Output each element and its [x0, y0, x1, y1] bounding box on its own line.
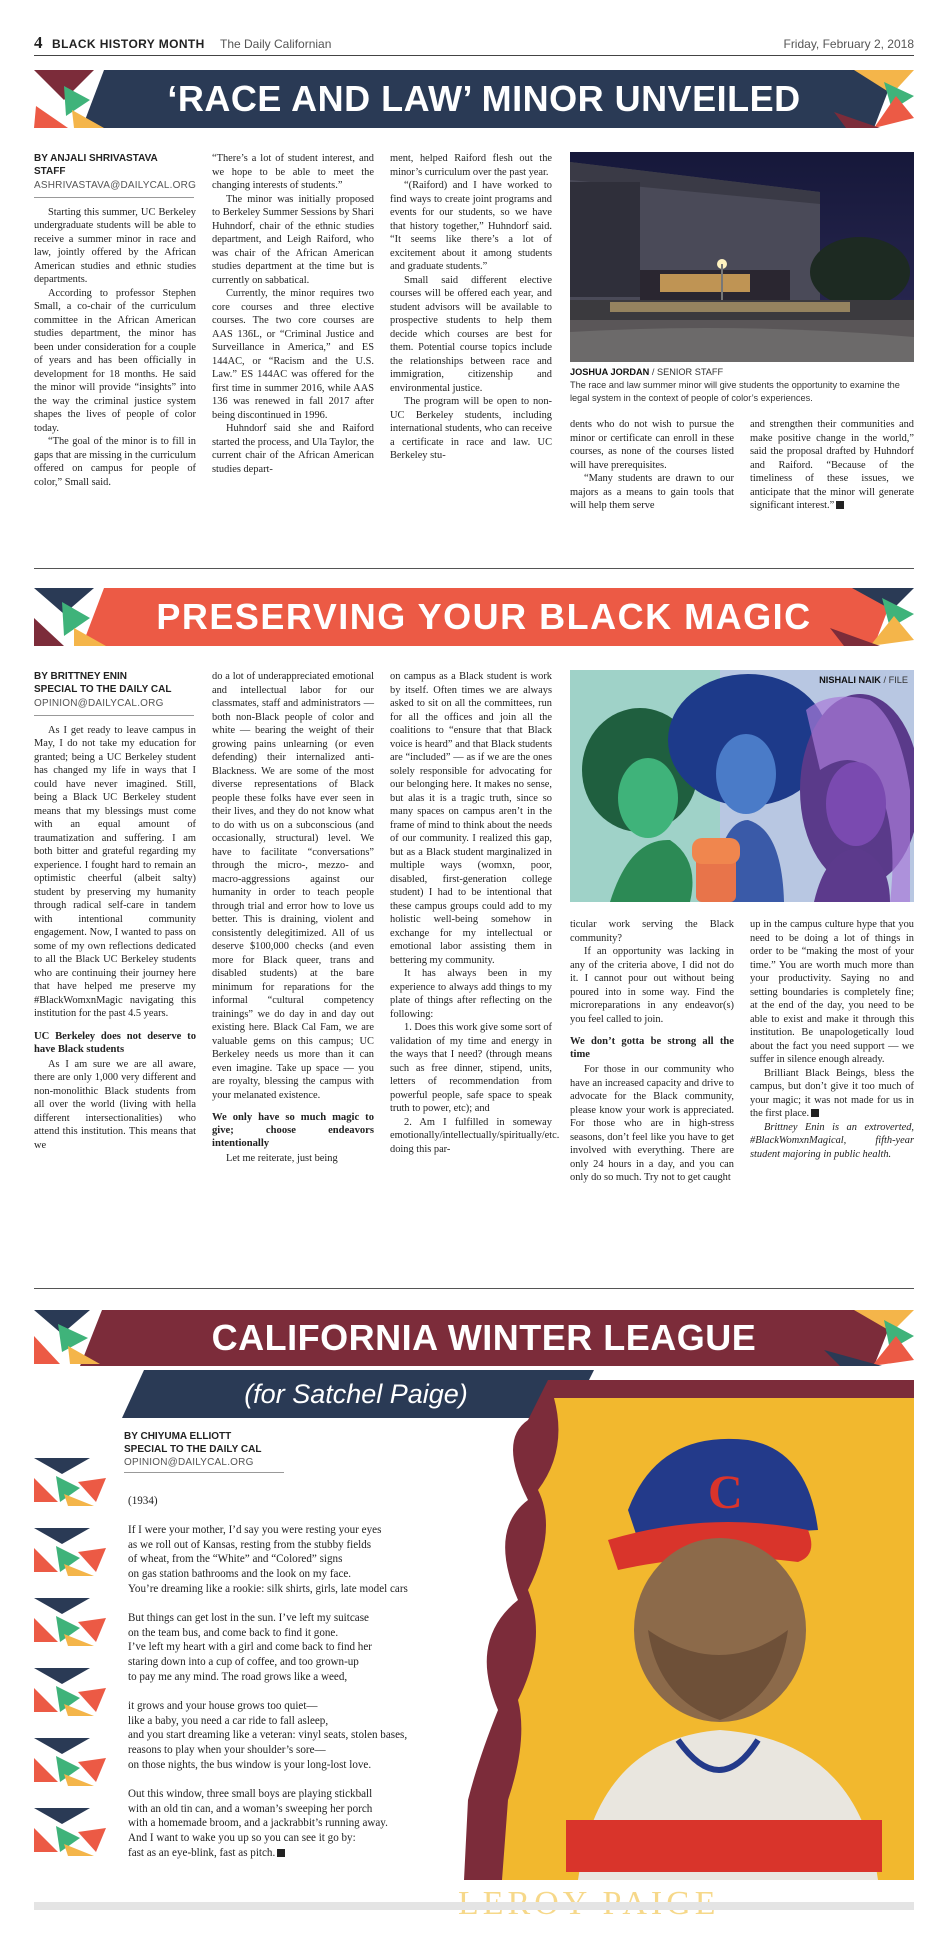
section-divider-1 — [34, 568, 914, 569]
caption-text: The race and law summer minor will give students the opportunity to examine the legal system in the context of people of color’s experiences. — [570, 380, 900, 403]
article3-email: OPINION@DAILYCAL.ORG — [124, 1457, 254, 1468]
paragraph: Brilliant Black Beings, bless the campus, but don’t give it too much of your magic; it was not made for us in the first place. — [750, 1067, 914, 1119]
article1-col2 — [212, 152, 374, 476]
photo-credit-role: / SENIOR STAFF — [649, 367, 724, 377]
subhead: UC Berkeley does not deserve to have Black students — [34, 1030, 196, 1055]
building-photo-image — [570, 152, 914, 362]
subhead: We only have so much magic to give; choose endeavors intentionally — [212, 1112, 374, 1149]
baseball-card-illustration — [458, 1380, 914, 1880]
paragraph: do a lot of underappreciated emotional and intellectual labor for our classmates, staff and administrators — both non-Black people of color and white — bearing the weight of their growing pains unlearning (or even defending) their internalized anti-Blackness. We are some of the most diverse representations of Black people these folks have ever seen in their lives, and they do not know what to do with us on a subconscious (and occasionally, structural) level. We have to facilitate “conversations” through the micro-, mezzo- and macro-aggressions against our humanity in order to teach people through trial and error how to love us better. This is draining, violent and consistently delegitimized. All of us deserve $100,000 checks (and even more for Black queer, trans and disabled students) at the bare minimum for reparations for the informal “cultural competency trainings” we do day in and day out existing here. Black Cal Fam, we are valuable gems on this campus; UC Berkeley needs us more than it can even imagine. Take up space — you are royalty, blessing the campus with your melanated existence. — [212, 671, 374, 1101]
paragraph: up in the campus culture hype that you need to be doing a lot of things in order to be “making the most of your time.” You are worth much more than your productivity. Saying no and setting boundaries is completely fine; at the end of the day, you need to be able to exist and make it through this institution. Be unapologetically loud about the fact you need support — we suffer in silence enough already. — [750, 919, 914, 1065]
photo-caption-1 — [570, 366, 914, 405]
poem — [128, 1494, 458, 1875]
headline-2: PRESERVING YOUR BLACK MAGIC — [156, 596, 812, 637]
article1-email: ASHRIVASTAVA@DAILYCAL.ORG — [34, 180, 197, 191]
paragraph: “(Raiford) and I have worked to find ways to create joint programs and events for our students, so we have that history together,” Huhndorf said. “It seems like there’s a lot of excitement about it among students and graduate students.” — [390, 180, 552, 272]
article1-col3 — [390, 152, 552, 463]
headline-3: CALIFORNIA WINTER LEAGUE — [211, 1317, 757, 1358]
author-signature: Brittney Enin is an extroverted, #BlackWomxnMagical, fifth-year student majoring in public health. — [750, 1121, 914, 1160]
paragraph: The minor was initially proposed to Berkeley Summer Sessions by Shari Huhndorf, chair of the ethnic studies department, and Leigh Raiford, who was chair of the African American studies department at the time but is currently on sabbatical. — [212, 193, 374, 286]
headline-banner-2 — [34, 584, 914, 650]
issue-date: Friday, February 2, 2018 — [783, 37, 914, 51]
left-triangle-column-icon — [34, 1458, 108, 1878]
building-photo — [570, 152, 914, 362]
article2-col3 — [390, 670, 560, 1156]
paragraph: Let me reiterate, just being — [226, 1153, 338, 1164]
paragraph: “Many students are drawn to our majors as a means to gain tools that will help them serve — [570, 473, 734, 511]
paragraph: ment, helped Raiford flesh out the minor’s curriculum over the past year. — [390, 153, 552, 178]
stanza-1: If I were your mother, I’d say you were resting your eyes as we roll out of Kansas, resting from the stubby fields of wheat, from the “White” and “Colored” signs on gas station bathrooms and the look on my face. You’re dreaming like a rookie: silk shirts, girls, late model cars — [128, 1523, 408, 1595]
women-illustration-image — [570, 670, 914, 902]
poem-year: (1934) — [128, 1495, 158, 1507]
paragraph: It has always been in my experience to always add things to my plate of things after reflecting on the following: — [390, 968, 552, 1020]
photo-credit-name: JOSHUA JORDAN — [570, 367, 650, 377]
paragraph: and strengthen their communities and make positive change in the world,” said the proposal drafted by Huhndorf and Raiford. “Because of the timeliness of these issues, we anticipate that the minor will generate significant interest.” — [750, 419, 914, 511]
article2-col1 — [34, 670, 196, 1152]
stanza-3: it grows and your house grows too quiet— like a baby, you need a car ride to fall asleep, and you start dreaming like a veteran: vinyl seats, stolen bases, reasons to play when your shoulder’s sore— on those nights, the bus window is your long-lost love. — [128, 1699, 408, 1771]
running-header — [34, 33, 914, 56]
article1-col5 — [750, 418, 914, 513]
article1-byline: BY ANJALI SHRIVASTAVA STAFF — [34, 153, 158, 177]
headline-1: ‘RACE AND LAW’ MINOR UNVEILED — [167, 78, 801, 119]
illustration-photo — [570, 670, 914, 902]
card-name — [458, 1885, 774, 1937]
baseball-card-image — [458, 1380, 914, 1880]
stanza-2: But things can get lost in the sun. I’ve left my suitcase on the team bus, and come back to find it gone. I’ve left my heart with a girl and come back to find her staring down into a cup of coffee, and too grown-up to pay me any mind. The road grows like a weed, — [128, 1611, 372, 1683]
paragraph: “The goal of the minor is to fill in gaps that are missing in the curriculum offered on campus for people of color,” Small said. — [34, 436, 196, 488]
publication-name: The Daily Californian — [220, 37, 332, 51]
paragraph: on campus as a Black student is work by itself. Often times we are always asked to sit on all the committees, run for all the offices and join all the coalitions to “ensure that that Black voice is heard” and that Black students are “included” — as if we are the ones solely responsible for advocating for our belonging here. It makes no sense, but alas it is a tragic truth, since so many spaces on campus aren’t in the frame of mind to think about the needs of our community. I realized this gap, but as a Black student marginalized in multiple ways (womxn, poor, disabled, first-generation college student) I had to be intentional that these campus groups could add to my holistic well-being somehow in exchange for my intellectual or emotional labor assisting them in bettering my community. — [390, 671, 552, 966]
paragraph: As I am sure we are all aware, there are only 1,000 very different and non-monolithic Black students from all over the world (living with hella different intersectionalities) who attend this institution. This means that we — [34, 1058, 196, 1151]
end-mark-icon — [836, 501, 844, 509]
article2-col2 — [212, 670, 374, 1166]
paragraph: 1. Does this work give some sort of validation of my time and energy in the ways that I need? (through means such as free dinner, stipend, units, letters of recommendation from powerful people, safe space to speak truth to power, etc); and — [390, 1022, 552, 1114]
headline-banner-1 — [34, 66, 914, 132]
svg-text:C: C — [708, 1466, 743, 1519]
paragraph: 2. Am I fulfilled in someway emotionally/intellectually/spiritually/etc. doing this par- — [390, 1116, 560, 1155]
end-mark-icon — [277, 1849, 285, 1857]
subhead-3: (for Satchel Paige) — [244, 1378, 468, 1409]
illustration-credit: NISHALI NAIK / FILE — [819, 675, 908, 685]
end-mark-icon — [811, 1109, 819, 1117]
stanza-4: Out this window, three small boys are playing stickball with an old tin can, and a woman’s sweeping her porch with a homemade broom, and a jackrabbit’s running away. And I want to wake you up so you can see it go by: fast as an eye-blink, fast as pitch. — [128, 1787, 388, 1859]
paragraph: The program will be open to non-UC Berkeley students, including international students, who can receive a certificate in race and law. UC Berkeley stu- — [390, 396, 552, 461]
article1-col1 — [34, 152, 196, 489]
page-number: 4 — [34, 33, 43, 52]
paragraph: If an opportunity was lacking in any of the criteria above, I did not do it. I cannot pour out without being poured into in some way. Find the microreparations in any endeavor(s) you feel called to join. — [570, 946, 734, 1025]
article2-col5 — [750, 918, 914, 1161]
paragraph: dents who do not wish to pursue the minor or certificate can enroll in these courses, as none of the courses listed will have prerequisites. — [570, 419, 734, 471]
section-divider-2 — [34, 1288, 914, 1289]
article2-col4 — [570, 918, 734, 1185]
article2-byline: BY BRITTNEY ENIN SPECIAL TO THE DAILY CAL — [34, 671, 172, 695]
paragraph: According to professor Stephen Small, a co-chair of the curriculum committee in the African American studies department, the minor has been under consideration for a couple of years and has been officially in development for 18 months. He said the minor will provide “insights” into the way the criminal justice system shapes the lives of people of color today. — [34, 287, 196, 434]
paragraph: For those in our community who have an increased capacity and drive to advocate for the Black community, please know your work is appreciated. For those who are in high-stress seasons, don’t feel like you have to get involved with everything. There are only 24 hours in a day, and you can only do so much. Try not to get caught — [570, 1064, 734, 1183]
paragraph: Small said different elective courses will be offered each year, and student advisors will be available to prospective students to help them decide which courses are best for them. Potential course topics include the relationships between race and immigration, citizenship and environmental justice. — [390, 274, 552, 394]
article3-byline-block — [124, 1430, 344, 1481]
article2-email: OPINION@DAILYCAL.ORG — [34, 698, 164, 709]
paragraph: “There’s a lot of student interest, and we hope to be able to meet the changing interests of students.” — [212, 153, 374, 191]
paragraph: Huhndorf said she and Raiford started the process, and Ula Taylor, the current chair of the African American studies depart- — [212, 423, 374, 475]
paragraph: As I get ready to leave campus in May, I do not take my education for granted; being a UC Berkeley student has changed my life in ways that I could have never imagined. Still, being a Black UC Berkeley student means that my blessings must come with an equal amount of traumatization and suffering. I am both bitter and grateful regarding my experience. I fought hard to remain an optimistic cheerful (albeit salty) student by preserving my humanity through radical self-care in tandem with intentional community engagement. Now, I wanted to pass on some of my own reflections dedicated to all the Black UC Berkeley students who are continuing their journey here that have helped me preserve my #BlackWomxnMagic navigating this institution for the past 4.5 years. — [34, 724, 196, 1019]
section-name: BLACK HISTORY MONTH — [52, 37, 205, 51]
article1-col4 — [570, 418, 734, 513]
paragraph: Starting this summer, UC Berkeley undergraduate students will be able to receive a summer minor in race and law, jointly offered by the African American studies and ethnic studies departments. — [34, 206, 196, 285]
subhead: We don’t gotta be strong all the time — [570, 1036, 734, 1060]
footer-bar — [34, 1902, 914, 1910]
paragraph: Currently, the minor requires two core courses and three elective courses. The two core courses are AAS 136L, or “Criminal Justice and Surveillance in America,” and ES 144AC, or “Racism and the U.S. Law.” ES 144AC was offered for the first time in summer 2016, while AAS 136 was renewed in fall 2017 after being discontinued in 1996. — [212, 288, 374, 421]
article3-byline: BY CHIYUMA ELLIOTT SPECIAL TO THE DAILY CAL — [124, 1431, 262, 1455]
paragraph: ticular work serving the Black community? — [570, 919, 734, 944]
